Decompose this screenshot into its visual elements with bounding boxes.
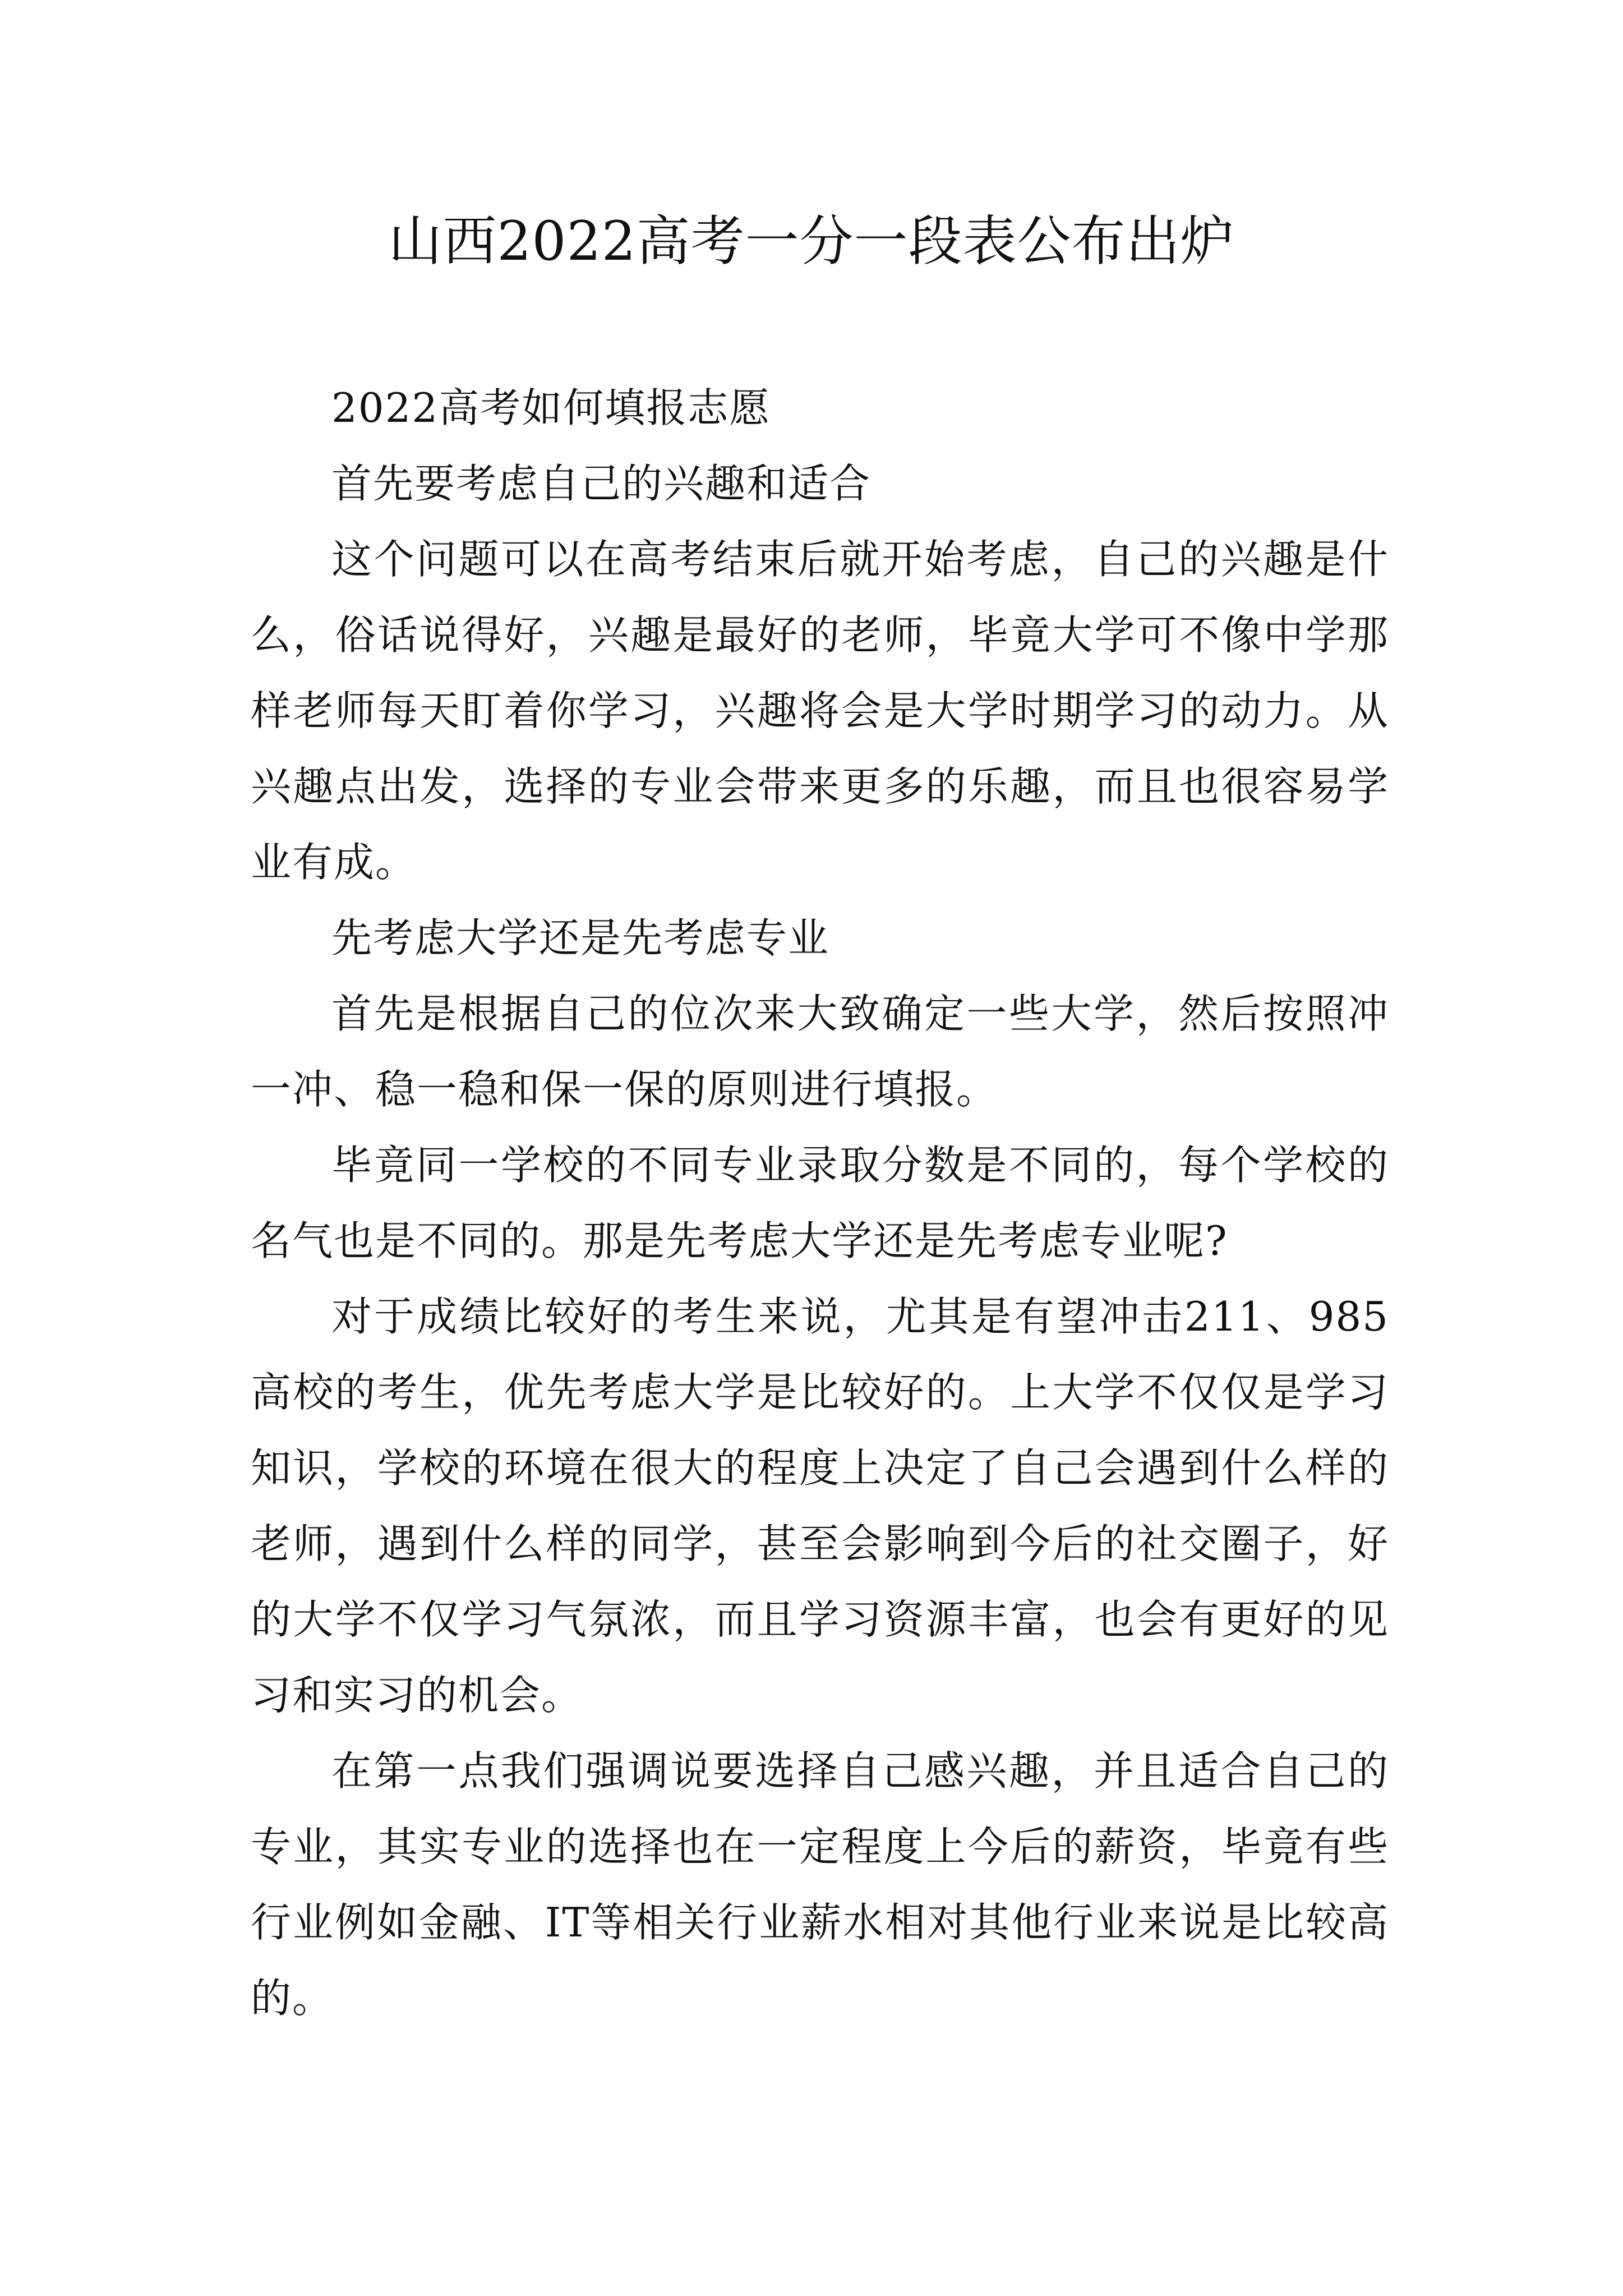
paragraph-interest-body: 这个问题可以在高考结束后就开始考虑，自己的兴趣是什么，俗话说得好，兴趣是最好的老师，毕竟大学可不像中学那样老师每天盯着你学习，兴趣将会是大学时期学习的动力。从兴趣点出发，选择的专业会带来更多的乐趣，而且也很容易学业有成。 xyxy=(251,536,1389,886)
paragraph-score-difference: 毕竟同一学校的不同专业录取分数是不同的，每个学校的名气也是不同的。那是先考虑大学还是先考虑专业呢? xyxy=(251,1142,1389,1264)
paragraph-major-salary: 在第一点我们强调说要选择自己感兴趣，并且适合自己的专业，其实专业的选择也在一定程度上今后的薪资，毕竟有些行业例如金融、IT等相关行业薪水相对其他行业来说是比较高的。 xyxy=(251,1747,1389,2022)
document-title: 山西2022高考一分一段表公布出炉 xyxy=(388,210,1235,273)
paragraph-heading-university-or-major: 先考虑大学还是先考虑专业 xyxy=(331,914,830,961)
paragraph-top-students: 对于成绩比较好的考生来说，尤其是有望冲击211、985高校的考生，优先考虑大学是比较好的。上大学不仅仅是学习知识，学校的环境在很大的程度上决定了自己会遇到什么样的老师，遇到什么样的同学，甚至会影响到今后的社交圈子，好的大学不仅学习气氛浓，而且学习资源丰富，也会有更好的见习和实习的机会。 xyxy=(251,1293,1389,1719)
document-body xyxy=(251,370,1389,2036)
paragraph-heading-how-to-apply: 2022高考如何填报志愿 xyxy=(331,384,771,431)
paragraph-heading-interest: 首先要考虑自己的兴趣和适合 xyxy=(331,460,872,507)
paragraph-rank-body: 首先是根据自己的位次来大致确定一些大学，然后按照冲一冲、稳一稳和保一保的原则进行填报。 xyxy=(251,990,1389,1113)
